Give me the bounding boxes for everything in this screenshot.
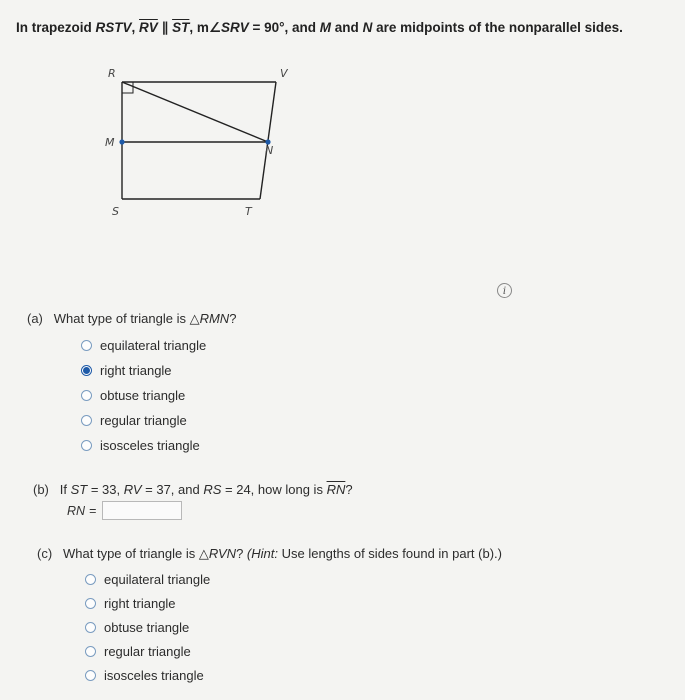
rn-answer-input[interactable] — [102, 501, 182, 520]
radio-button[interactable] — [81, 415, 92, 426]
label-n: N — [265, 144, 274, 157]
part-c-option-isosceles[interactable]: isosceles triangle — [85, 666, 204, 684]
radio-button[interactable] — [81, 440, 92, 451]
part-b-answer-row: RN = — [67, 501, 182, 520]
label-t: T — [245, 205, 252, 218]
part-c-option-equilateral[interactable]: equilateral triangle — [85, 570, 210, 588]
segment-rn — [122, 82, 268, 142]
part-c-option-regular[interactable]: regular triangle — [85, 642, 191, 660]
part-a-option-regular[interactable]: regular triangle — [81, 411, 187, 429]
point-m — [119, 139, 124, 144]
part-a-option-obtuse[interactable]: obtuse triangle — [81, 386, 185, 404]
part-c-question: (c) What type of triangle is △RVN? (Hint: Use lengths of sides found in part (b).) — [37, 546, 502, 561]
radio-button[interactable] — [81, 390, 92, 401]
part-c-option-right[interactable]: right triangle — [85, 594, 176, 612]
trapezoid-figure — [95, 60, 315, 230]
info-icon[interactable]: i — [497, 283, 512, 298]
radio-button[interactable] — [85, 622, 96, 633]
part-a-option-equilateral[interactable]: equilateral triangle — [81, 336, 206, 354]
part-a-question: (a) What type of triangle is △RMN? — [27, 311, 237, 326]
radio-button[interactable] — [81, 340, 92, 351]
part-c-option-obtuse[interactable]: obtuse triangle — [85, 618, 189, 636]
label-v: V — [280, 67, 288, 80]
label-r: R — [108, 67, 116, 80]
part-b-question: (b) If ST = 33, RV = 37, and RS = 24, how long is $\overline{RN}$? — [33, 482, 353, 497]
label-s: S — [112, 205, 119, 218]
problem-statement: In trapezoid RSTV, $\overline{RV}$ ∥ $\overline{ST}$, m∠SRV = 90°, and M and N are midpoints of the nonparallel sides. — [16, 20, 623, 35]
radio-button[interactable] — [85, 646, 96, 657]
part-a-option-isosceles[interactable]: isosceles triangle — [81, 436, 200, 454]
label-m: M — [105, 136, 115, 149]
radio-button-selected[interactable] — [81, 365, 92, 376]
radio-button[interactable] — [85, 670, 96, 681]
part-a-option-right[interactable]: right triangle — [81, 361, 172, 379]
radio-button[interactable] — [85, 598, 96, 609]
radio-button[interactable] — [85, 574, 96, 585]
